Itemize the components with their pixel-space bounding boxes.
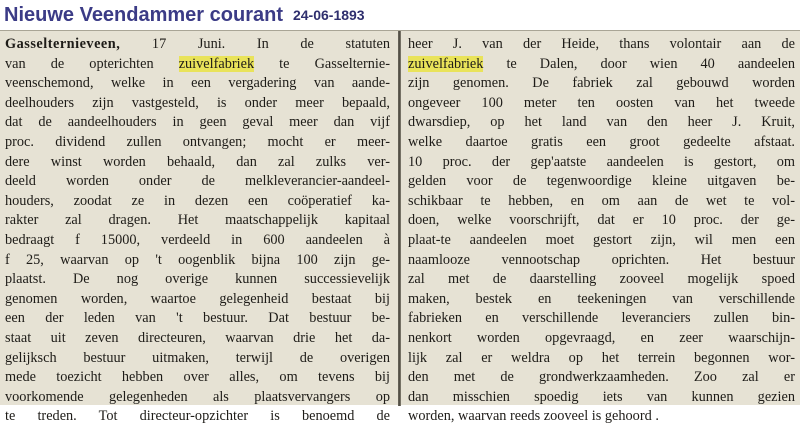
article-line xyxy=(5,211,390,231)
article-line xyxy=(408,407,795,427)
article-line xyxy=(5,368,390,388)
line-text: schikbaar te hebben, en om aan de wet te vol- xyxy=(408,192,795,209)
line-text: te Gasselternie- xyxy=(254,55,391,72)
article-line xyxy=(5,113,390,133)
line-text: mede toezicht hebben over alles, om tevens bij xyxy=(5,369,390,386)
article-line xyxy=(5,55,390,75)
article-line xyxy=(5,94,390,114)
line-text: f 25, waarvan op 't oogenblik bijna 100 zijn ge- xyxy=(5,251,390,268)
newspaper-title: Nieuwe Veendammer courant xyxy=(4,3,283,26)
column-divider xyxy=(398,31,401,406)
article-line xyxy=(408,55,795,75)
line-text: naamlooze vennootschap oprichten. Het bestuur xyxy=(408,251,795,268)
article-line xyxy=(408,113,795,133)
line-text: 17 Juni. In de statuten xyxy=(120,36,390,52)
line-text: gelden voor de tegenwoordige kleine uitgaven be- xyxy=(408,173,795,190)
line-text: dan misschien spoedig iets van kunnen gezien xyxy=(408,388,795,405)
article-line xyxy=(408,349,795,369)
article-line xyxy=(408,35,795,55)
article-line xyxy=(5,35,390,55)
line-text: van de opterichten xyxy=(5,55,179,72)
article-line xyxy=(408,133,795,153)
article-line xyxy=(408,153,795,173)
article-line xyxy=(5,329,390,349)
article-line xyxy=(408,94,795,114)
article-line xyxy=(408,74,795,94)
line-text: voorkomende gelegenheden als plaatsvervangers op xyxy=(5,388,390,405)
article-line xyxy=(408,270,795,290)
line-text: den met de grondwerkzaamheden. Zoo zal er xyxy=(408,369,795,386)
line-text: zal met de daarstelling zooveel mogelijk spoed xyxy=(408,271,795,288)
article-line xyxy=(408,329,795,349)
line-text: zijn genomen. De fabriek zal gebouwd worden xyxy=(408,75,795,92)
article-line xyxy=(5,388,390,408)
article-line xyxy=(408,192,795,212)
line-text: worden, waarvan reeds zooveel is gehoord . xyxy=(408,408,659,425)
article-line xyxy=(408,290,795,310)
line-text: deeld worden onder de melkleverancier-aandeel- xyxy=(5,173,390,190)
line-text: dwarsdiep, op het land van den heer J. Kruit, xyxy=(408,114,795,131)
line-text: doen, welke voorschrijft, dat er 10 proc. der ge- xyxy=(408,212,795,229)
line-text: heer J. van der Heide, thans volontair aan de xyxy=(408,36,795,52)
line-text: genomen worden, waartoe gelegenheid bestaat bij xyxy=(5,290,390,307)
article-line xyxy=(408,368,795,388)
article-column-left xyxy=(5,35,390,427)
line-text: maken, bestek en teekeningen van verschillende xyxy=(408,290,795,307)
article-line xyxy=(408,309,795,329)
line-text: plaat-te aandeelen moet gestort zijn, wil men een xyxy=(408,231,795,248)
line-text: lijk zal er weldra op het terrein begonnen wor- xyxy=(408,349,795,366)
line-text: bedraagt f 15000, verdeeld in 600 aandeelen à xyxy=(5,231,390,248)
article-line xyxy=(5,407,390,427)
article-line xyxy=(5,270,390,290)
line-text: fabrieken en verschillende leveranciers zullen bin- xyxy=(408,310,795,327)
clipping-header xyxy=(0,0,800,30)
article-line xyxy=(408,211,795,231)
article-line xyxy=(5,74,390,94)
article-scan xyxy=(0,30,800,425)
article-line xyxy=(5,172,390,192)
publication-date: 24-06-1893 xyxy=(292,7,365,23)
line-text: nenkort worden opgevraagd, en zeer waarschijn- xyxy=(408,329,795,346)
line-text: staat uit zeven directeuren, waarvan drie het da- xyxy=(5,329,390,346)
line-text: ongeveer 100 meter ten oosten van het tweede xyxy=(408,94,795,111)
article-line xyxy=(5,231,390,251)
article-line xyxy=(5,133,390,153)
article-line xyxy=(408,172,795,192)
line-text: te treden. Tot directeur-opzichter is benoemd de xyxy=(5,408,390,425)
article-line xyxy=(408,251,795,271)
line-text: plaatst. De nog overige kunnen successievelijk xyxy=(5,271,390,288)
article-line xyxy=(5,192,390,212)
article-column-right xyxy=(408,35,795,427)
article-line xyxy=(5,153,390,173)
line-text: te Dalen, door wien 40 aandeelen xyxy=(483,55,795,72)
article-line xyxy=(5,309,390,329)
search-highlight: zuivelfabriek xyxy=(408,55,484,72)
line-text: welke daartoe gratis een groot gedeelte afstaat. xyxy=(408,133,795,150)
line-text: dat de aandeelhouders in geen geval meer dan vijf xyxy=(5,114,390,131)
search-highlight: zuivelfabriek xyxy=(178,55,255,72)
line-text: 10 proc. der gep'aatste aandeelen is gestort, om xyxy=(408,153,795,170)
line-text: dere winst worden behaald, dan zal zulks ver- xyxy=(5,153,390,170)
line-text: veenschemond, welke in een vergadering van aande- xyxy=(5,75,390,92)
article-line xyxy=(5,251,390,271)
article-line xyxy=(5,290,390,310)
line-text: rakter zal dragen. Het maatschappelijk kapitaal xyxy=(5,212,390,229)
line-text: houders, zoodat ze in dezen een coöperatief ka- xyxy=(5,192,390,209)
line-text: gelijksch bestuur uitmaken, terwijl de overigen xyxy=(5,349,390,366)
article-line xyxy=(408,231,795,251)
article-line xyxy=(5,349,390,369)
line-text: proc. dividend zullen ontvangen; mocht er meer- xyxy=(5,133,390,150)
line-text: deelhouders zijn vastgesteld, is onder meer bepaald, xyxy=(5,94,390,111)
dateline-place: Gasselternieveen, xyxy=(5,36,121,52)
article-line xyxy=(408,388,795,408)
line-text: een der leden van 't bestuur. Dat bestuur be- xyxy=(5,310,390,327)
